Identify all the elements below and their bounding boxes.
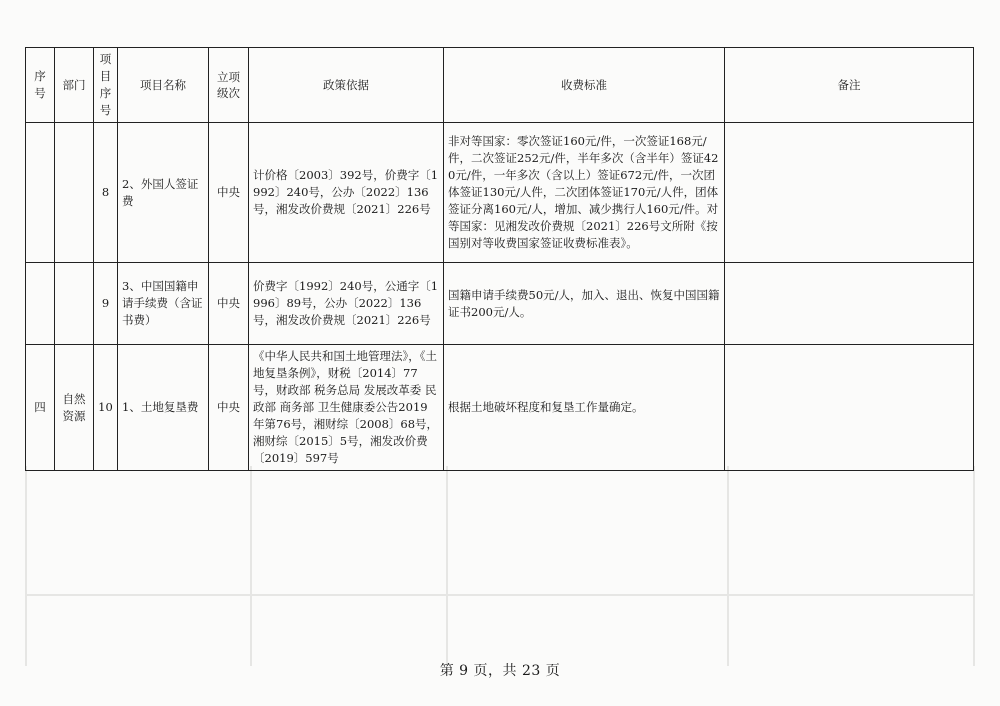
header-seq: 序号 xyxy=(26,48,55,123)
row-item-name: 3、中国国籍申请手续费（含证书费） xyxy=(118,263,209,345)
row-standard: 非对等国家：零次签证160元/件，一次签证168元/件，二次签证252元/件，半年多次（含半年）签证420元/件，一年多次（含以上）签证672元/件，一次团体签证130元/人件，二次团体签证170元/人件，团体签证分离160元/人，增加、减少携行人160元/件。对等国家：见湘发改价费规〔2021〕226号文所附《按国别对等收费国家签证收费标准表》。 xyxy=(444,123,725,263)
header-remark: 备注 xyxy=(725,48,974,123)
row-item-name: 2、外国人签证费 xyxy=(118,123,209,263)
row-basis: 计价格〔2003〕392号，价费字〔1992〕240号，公办〔2022〕136号，湘发改价费规〔2021〕226号 xyxy=(249,123,444,263)
row-remark xyxy=(725,263,974,345)
row-item-seq: 9 xyxy=(94,263,118,345)
row-level: 中央 xyxy=(209,345,249,471)
bleed-through-line xyxy=(250,466,252,666)
header-level: 立项 级次 xyxy=(209,48,249,123)
row-remark xyxy=(725,123,974,263)
row-level: 中央 xyxy=(209,263,249,345)
bleed-through-line xyxy=(25,466,27,666)
row-dept xyxy=(55,123,94,263)
header-item-seq: 项 目 序 号 xyxy=(94,48,118,123)
row-level: 中央 xyxy=(209,123,249,263)
header-standard: 收费标准 xyxy=(444,48,725,123)
row-seq xyxy=(26,263,55,345)
header-dept: 部门 xyxy=(55,48,94,123)
row-standard: 根据土地破坏程度和复垦工作量确定。 xyxy=(444,345,725,471)
row-dept xyxy=(55,263,94,345)
table-header-row xyxy=(26,48,974,123)
table-row xyxy=(26,263,974,345)
bleed-through-line xyxy=(446,466,448,666)
row-basis: 价费字〔1992〕240号，公通字〔1996〕89号，公办〔2022〕136号，湘发改价费规〔2021〕226号 xyxy=(249,263,444,345)
bleed-through-line xyxy=(727,466,729,666)
fee-table xyxy=(25,47,974,471)
row-remark xyxy=(725,345,974,471)
bleed-through-line xyxy=(973,466,975,666)
row-dept: 自然资源 xyxy=(55,345,94,471)
table-row xyxy=(26,345,974,471)
row-seq: 四 xyxy=(26,345,55,471)
row-standard: 国籍申请手续费50元/人，加入、退出、恢复中国国籍证书200元/人。 xyxy=(444,263,725,345)
table-row xyxy=(26,123,974,263)
row-basis: 《中华人民共和国土地管理法》，《土地复垦条例》，财税〔2014〕77号，财政部 税务总局 发展改革委 民政部 商务部 卫生健康委公告2019年第76号，湘财综〔2008〕68号，湘财综〔2015〕5号，湘发改价费〔2019〕597号 xyxy=(249,345,444,471)
page-number: 第 9 页，共 23 页 xyxy=(439,663,561,679)
header-basis: 政策依据 xyxy=(249,48,444,123)
row-item-seq: 10 xyxy=(94,345,118,471)
row-item-seq: 8 xyxy=(94,123,118,263)
header-item-name: 项目名称 xyxy=(118,48,209,123)
row-seq xyxy=(26,123,55,263)
bleed-through-line xyxy=(25,594,973,596)
row-item-name: 1、土地复垦费 xyxy=(118,345,209,471)
